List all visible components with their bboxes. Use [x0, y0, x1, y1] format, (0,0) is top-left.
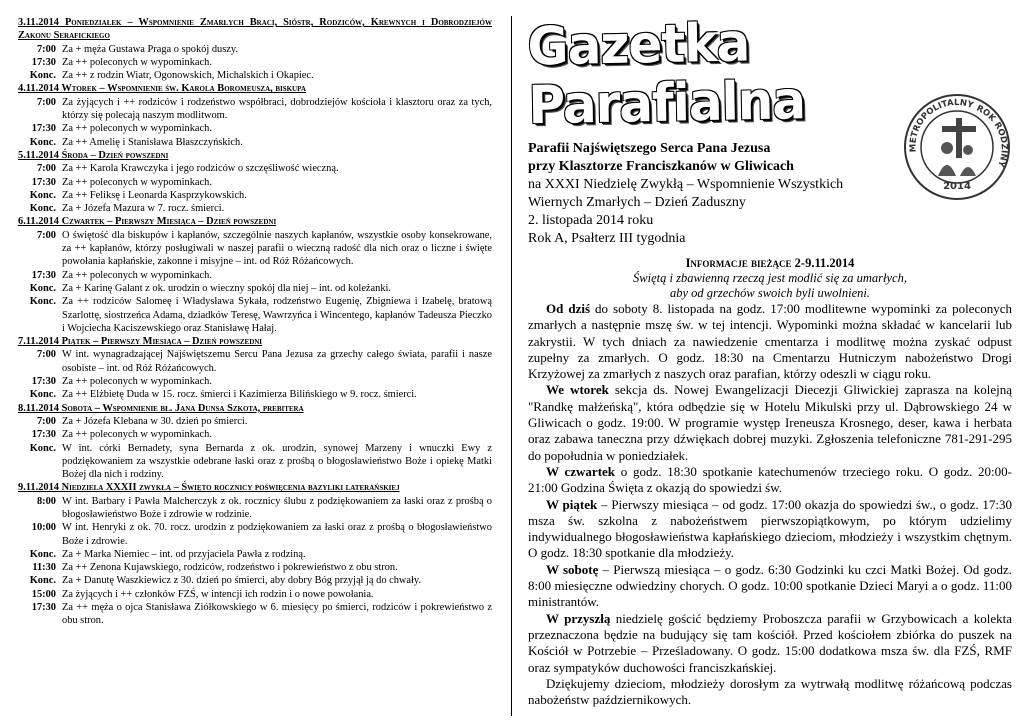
- day-heading: 5.11.2014 Środa – Dzień powszedni: [18, 149, 169, 161]
- mass-time: 17:30: [31, 56, 56, 68]
- mass-intention: W int. wynagradzającej Najświętszemu Sercu Pana Jezusa za grzechy całego świata, parafii i nasze osobiste – int. od Róż Różańcowych.: [62, 349, 492, 374]
- mass-time: Konc.: [29, 189, 56, 201]
- mass-intention: W int. Henryki z ok. 70. rocz. urodzin z podziękowaniem za łaski oraz z prośbą o błogosławieństwo Boże i zdrowie.: [62, 522, 492, 547]
- logo-text-top: METROPOLITALNY: [908, 97, 975, 153]
- logo-year: 2014: [943, 181, 971, 192]
- column-divider: [511, 16, 512, 716]
- mass-intention: O świętość dla biskupów i kapłanów, szczególnie naszych kapłanów, wszystkie osoby konsekrowane, za ++ kapłanów, którzy posługiwali w naszej parafii o wieczną radość dla nich oraz o liczne i święte powołania kapłańskie, zakonne i misyjne – int. od Róż Różańcowych.: [62, 229, 492, 268]
- mass-schedule: [18, 16, 492, 628]
- mass-entry: [18, 348, 492, 375]
- mass-intention: Za ++ z rodzin Wiatr, Ogonowskich, Michalskich i Okapiec.: [62, 70, 314, 82]
- metropolitan-family-year-logo: [902, 92, 1012, 202]
- parish-line-1: Parafii Najświętszego Serca Pana Jezusa: [528, 141, 771, 156]
- announcement-paragraph: Od dziś do soboty 8. listopada na godz. 17:00 modlitewne wypominki za poleconych zmarłych a następnie mszę św. w tej intencji. Wypominki można składać w kancelarii lub zakrystii. W tych dniach za nawiedzenie cmentarza i modlitwę można zyskać odpust zupełny za zmarłych. O godz. 18:30 na Cmentarzu Hutniczym nabożeństwo Drogi Krzyżowej za zmarłych z naszych oraz parafian, którzy odeszli w ciągu roku.: [528, 301, 1012, 382]
- announcement-paragraph: W sobotę – Pierwszą miesiąca – o godz. 6:30 Godzinki ku czci Matki Bożej. Od godz. 8:00 miesięczne odwiedziny chorych. O godz. 10:00 spotkanie Dzieci Maryi a o godz. 11:00 ministrantów.: [528, 561, 1013, 610]
- mass-time: Konc.: [29, 282, 56, 294]
- mass-entry: [18, 176, 492, 189]
- announcement-paragraph: Dziękujemy dzieciom, młodzieży dorosłym za wytrwałą modlitwę różańcową podczas nabożeństw październikowych.: [528, 675, 1012, 708]
- parish-line-2: przy Klasztorze Franciszkanów w Gliwicach: [528, 159, 794, 174]
- mass-intention: Za + Danutę Waszkiewicz z 30. dzień po śmierci, aby dobry Bóg przyjął ją do chwały.: [62, 575, 422, 587]
- mass-entry: [18, 136, 492, 149]
- mass-time: 7:00: [36, 163, 56, 175]
- motto-line-1: Świętą i zbawienną rzeczą jest modlić się za umarłych,: [633, 271, 907, 285]
- mass-entry: [18, 521, 492, 548]
- mass-entry: [18, 162, 492, 175]
- announcements: [528, 301, 1012, 708]
- announcement-paragraph: W czwartek o godz. 18:30 spotkanie katechumenów trzeciego roku. O godz. 20:00-21:00 Godzina Święta z okazją do spowiedzi św.: [528, 463, 1012, 496]
- mass-entry: [18, 202, 492, 215]
- mass-time: 7:00: [36, 415, 56, 427]
- mass-time: 17:30: [31, 429, 56, 441]
- mass-entry: [18, 388, 492, 401]
- mass-entry: [18, 69, 492, 82]
- mass-intention: Za ++ poleconych w wypominkach.: [62, 269, 212, 281]
- mass-time: Konc.: [29, 70, 56, 82]
- mass-entry: [18, 282, 492, 295]
- mass-time: 15:00: [31, 588, 56, 600]
- mass-time: Konc.: [29, 136, 56, 148]
- parish-line-3: na XXXI Niedzielę Zwykłą – Wspomnienie Wszystkich: [528, 177, 844, 192]
- mass-entry: [18, 415, 492, 428]
- mass-intention: Za ++ poleconych w wypominkach.: [62, 429, 212, 441]
- mass-intention: Za ++ Elżbietę Duda w 15. rocz. śmierci i Kazimierza Bilińskiego w 9. rocz. śmierci.: [62, 389, 417, 401]
- mass-intention: Za ++ poleconych w wypominkach.: [62, 176, 212, 188]
- mass-entry: [18, 189, 492, 202]
- mass-entry: [18, 442, 492, 482]
- mass-entry: [18, 588, 492, 601]
- mass-time: Konc.: [29, 575, 56, 587]
- mass-time: 10:00: [31, 522, 56, 534]
- mass-time: Konc.: [29, 203, 56, 215]
- mass-entry: [18, 43, 492, 56]
- mass-entry: [18, 96, 492, 123]
- mass-intention: Za + Marka Niemiec – int. od przyjaciela Pawła z rodziną.: [62, 548, 306, 560]
- mass-intention: Za ++ Feliksę i Leonarda Kasprzykowskich.: [62, 189, 247, 201]
- mass-time: 17:30: [31, 602, 56, 614]
- mass-intention: Za + Józefa Mazura w 7. rocz. śmierci.: [62, 203, 225, 215]
- mass-intention: W int. córki Bernadety, syna Bernarda z ok. urodzin, synowej Marzeny i wnuczki Ewy z podziękowaniem za wszystkie odebrane łaski oraz z prośbą o błogosławieństwo Boże i opiekę Matki Bożej dla nich i rodziny.: [62, 442, 492, 481]
- mass-entry: [18, 122, 492, 135]
- mass-intention: Za + Józefa Klebana w 30. dzień po śmierci.: [62, 415, 248, 427]
- announcement-paragraph: We wtorek sekcja ds. Nowej Ewangelizacji Diecezji Gliwickiej zaprasza na kolejną "Randkę małżeńską", która odbędzie się w Hotelu Mikulski przy ul. Dąbrowskiego 24 w Gliwicach o godz. 19:00. W programie występ Ireneusza Krosnego, deser, kawa i herbata oraz zabawa taneczna przy dźwiękach dobrej muzyki. Zgłoszenia telefoniczne 781-291-295 do popołudnia w poniedziałek.: [528, 382, 1012, 463]
- day-heading: 9.11.2014 Niedziela XXXII zwykła – Święto rocznicy poświęcenia bazyliki laterańskiej: [18, 482, 400, 494]
- mass-entry: [18, 574, 492, 587]
- mass-entry: [18, 375, 492, 388]
- logo-text-right: ROK RODZINY: [974, 103, 1009, 169]
- mass-time: 7:00: [36, 43, 56, 55]
- mass-time: Konc.: [29, 296, 56, 308]
- mass-intention: Za żyjących i ++ rodziców i rodzeństwo współbraci, dobrodziejów kościoła i klasztoru oraz za tych, którzy się polecają naszym modlitwom.: [62, 96, 492, 122]
- mass-entry: [18, 56, 492, 69]
- mass-intention: Za ++ Amelię i Stanisława Błaszczyńskich.: [62, 136, 243, 148]
- motto-line-2: aby od grzechów swoich byli uwolnieni.: [670, 286, 870, 300]
- mass-time: Konc.: [29, 442, 56, 454]
- mass-time: 17:30: [31, 376, 56, 388]
- mass-time: 11:30: [32, 562, 56, 574]
- parish-line-6: Rok A, Psałterz III tygodnia: [528, 231, 686, 246]
- day-heading: 6.11.2014 Czwartek – Pierwszy Miesiąca – Dzień powszedni: [18, 216, 277, 228]
- day-heading: 7.11.2014 Piątek – Pierwszy Miesiąca – Dzień powszedni: [18, 336, 263, 348]
- mass-time: 17:30: [31, 123, 56, 135]
- mass-intention: Za ++ poleconych w wypominkach.: [62, 123, 212, 135]
- day-heading: 4.11.2014 Wtorek – Wspomnienie św. Karola Boromeusza, biskupa: [18, 83, 306, 95]
- newsletter-title: Gazetka Parafialna: [527, 12, 806, 136]
- mass-intention: Za + Karinę Galant z ok. urodzin o wieczny spokój dla niej – int. od koleżanki.: [62, 282, 392, 294]
- mass-intention: Za ++ Karola Krawczyka i jego rodziców o szczęśliwość wieczną.: [62, 163, 339, 175]
- mass-intention: Za + męża Gustawa Praga o spokój duszy.: [62, 43, 239, 55]
- announcement-paragraph: W przyszłą niedzielę gościć będziemy Proboszcza parafii w Grzybowicach a kolekta przeznaczona będzie na budujący się tam kościół. Przed kościołem zbiórka do puszek na Kościół w Potrzebie – Prześladowany. O godz. 15:00 dodatkowa msza św. dla FZŚ, RMF oraz sympatyków duchowości franciszkańskiej.: [528, 610, 1013, 675]
- mass-time: 7:00: [36, 349, 56, 361]
- mass-intention: Za ++ poleconych w wypominkach.: [62, 376, 212, 388]
- mass-time: 17:30: [31, 269, 56, 281]
- mass-time: Konc.: [29, 548, 56, 560]
- day-heading: 8.11.2014 Sobota – Wspomnienie bł. Jana Dunsa Szkota, prebitera: [18, 402, 304, 414]
- mass-entry: [18, 229, 492, 269]
- mass-time: 17:30: [31, 176, 56, 188]
- right-column: [528, 14, 1012, 708]
- mass-time: 8:00: [36, 495, 56, 507]
- parish-line-5: 2. listopada 2014 roku: [528, 213, 654, 228]
- mass-time: 7:00: [36, 229, 56, 241]
- mass-time: 7:00: [36, 96, 56, 108]
- mass-intention: Za ++ męża o ojca Stanisława Ziółkowskiego w 6. miesięcy po śmierci, rodziców i pokrewieństwo z obu stron.: [62, 602, 492, 627]
- mass-intention: Za ++ Zenona Kujawskiego, rodziców, rodzeństwo i pokrewieństwo z obu stron.: [62, 562, 398, 574]
- announcement-paragraph: W piątek – Pierwszy miesiąca – od godz. 17:00 okazja do spowiedzi św., o godz. 17:30 msza św. szkolna z nabożeństwem pierwszopiątkowym, po którym udzielimy indywidualnego błogosławieństwa kapłańskiego dzieciom, młodzieży i wszystkim chętnym. O godz. 18:30 spotkanie dla młodzieży.: [528, 496, 1012, 561]
- mass-intention: Za ++ poleconych w wypominkach.: [62, 56, 212, 68]
- mass-intention: W int. Barbary i Pawła Malcherczyk z ok. rocznicy ślubu z podziękowaniem za łaski oraz z prośbą o błogosławieństwo Boże i zdrowie w rodzinie.: [62, 495, 492, 520]
- mass-time: Konc.: [29, 389, 56, 401]
- current-info-heading: Informacje bieżące 2-9.11.2014: [685, 256, 855, 270]
- mass-entry: [18, 495, 492, 522]
- mass-entry: [18, 548, 492, 561]
- mass-entry: [18, 561, 492, 574]
- mass-intention: Za ++ rodziców Salomeę i Władysława Sykała, rodzeństwo Eugenię, Zbigniewa i Izabelę, bratową Szarlottę, siostrzeńca Adama, dziadków Teresę, Wawrzyńca i Wincentego, kapłanów Tadeusza Pieczko i Wojciecha Kaciszewskiego oraz Stanisławę Hałaj.: [62, 296, 492, 334]
- mass-intention: Za żyjących i ++ członków FZŚ, w intencji ich rodzin i o nowe powołania.: [62, 588, 374, 600]
- parish-line-4: Wiernych Zmarłych – Dzień Zaduszny: [528, 195, 746, 210]
- mass-entry: [18, 601, 492, 628]
- day-heading: 3.11.2014 Poniedziałek – Wspomnienie Zmarłych Braci, Sióstr, Rodziców, Krewnych i Dobrodziejów Zakonu Serafickiego: [18, 17, 492, 42]
- mass-entry: [18, 269, 492, 282]
- mass-entry: [18, 428, 492, 441]
- mass-entry: [18, 295, 492, 335]
